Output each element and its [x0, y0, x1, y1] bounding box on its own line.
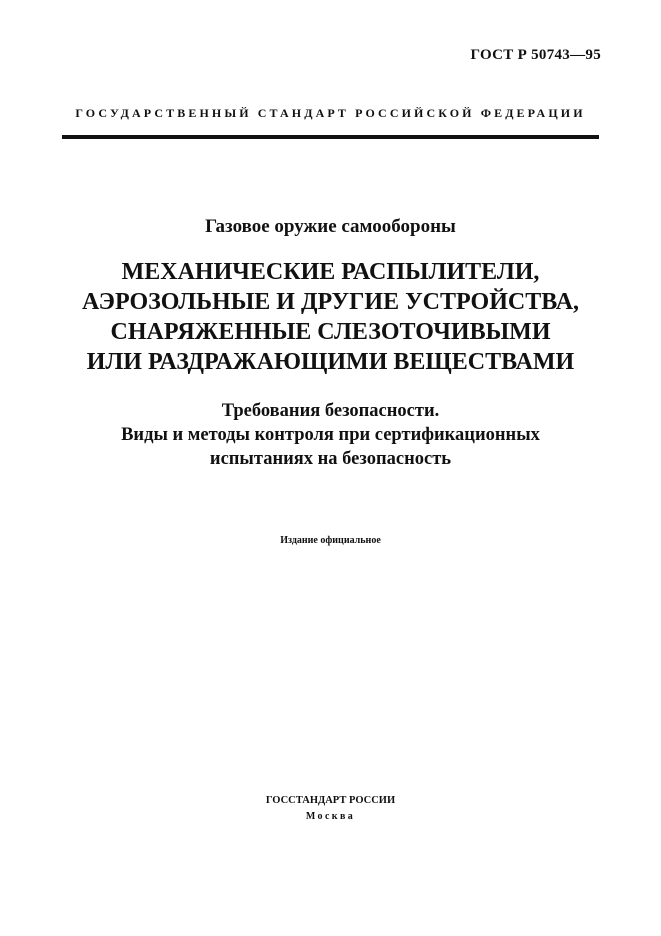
publisher-name: ГОССТАНДАРТ РОССИИ — [265, 795, 396, 806]
subtitle-line: Требования безопасности. — [221, 401, 440, 421]
edition-label: Издание официальное — [280, 535, 381, 546]
header-divider — [62, 135, 599, 139]
document-number: ГОСТ Р 50743—95 — [470, 47, 601, 63]
subtitle — [40, 399, 621, 471]
main-title-line: СНАРЯЖЕННЫЕ СЛЕЗОТОЧИВЫМИ — [110, 319, 551, 345]
subtitle-line: Виды и методы контроля при сертификационных — [121, 425, 540, 445]
publisher-city: Москва — [305, 811, 356, 822]
state-standard-header: ГОСУДАРСТВЕННЫЙ СТАНДАРТ РОССИЙСКОЙ ФЕДЕРАЦИИ — [75, 106, 586, 120]
main-title-line: ИЛИ РАЗДРАЖАЮЩИМИ ВЕЩЕСТВАМИ — [86, 349, 575, 375]
subtitle-line: испытаниях на безопасность — [209, 449, 452, 469]
main-title-line: АЭРОЗОЛЬНЫЕ И ДРУГИЕ УСТРОЙСТВА, — [81, 289, 580, 315]
main-title — [40, 257, 621, 377]
main-title-line: МЕХАНИЧЕСКИЕ РАСПЫЛИТЕЛИ, — [121, 259, 540, 285]
document-subject: Газовое оружие самообороны — [205, 216, 456, 237]
